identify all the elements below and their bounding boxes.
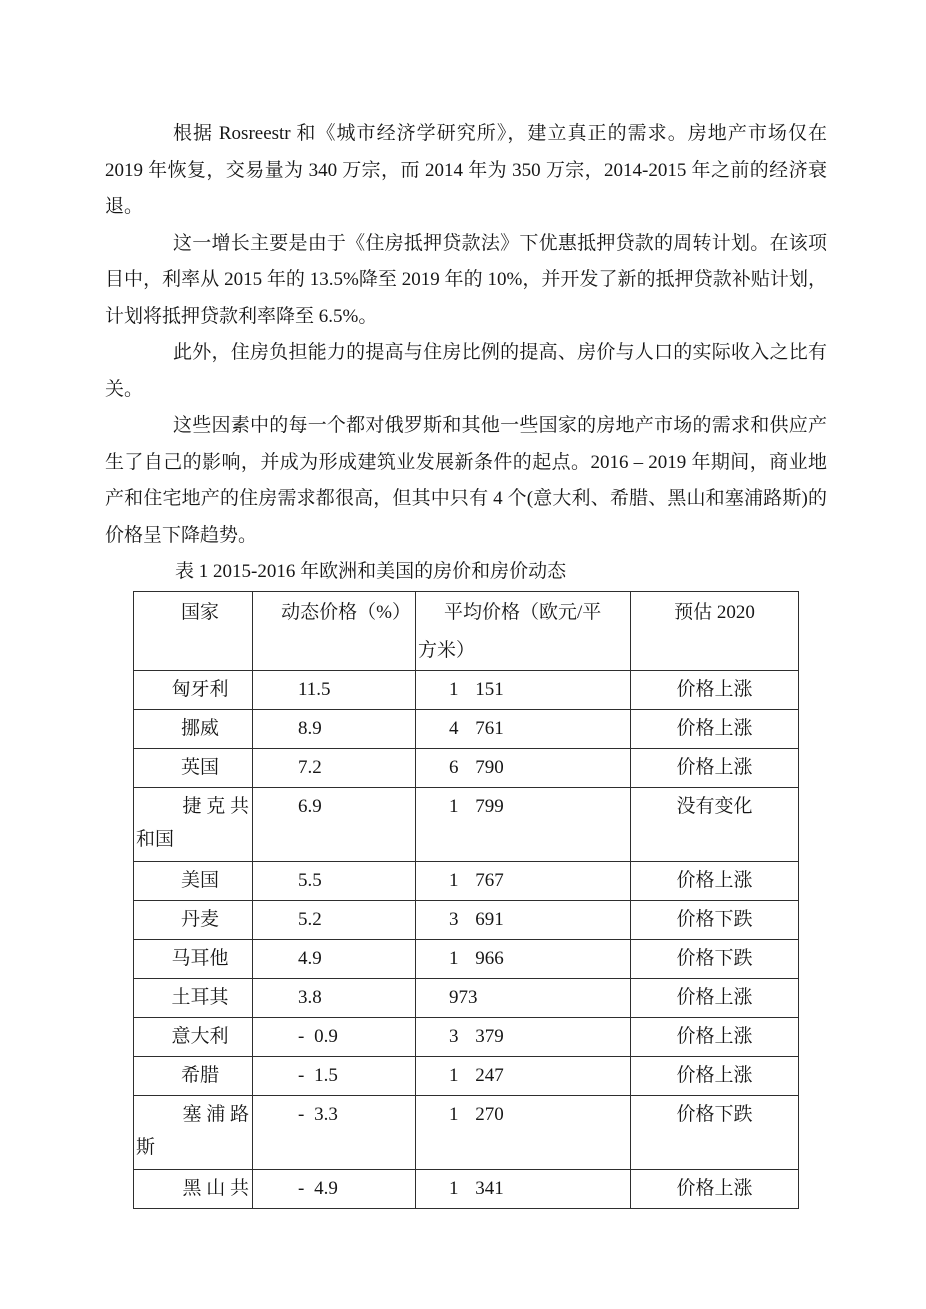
table-row xyxy=(134,1095,799,1169)
paragraph-2: 这一增长主要是由于《住房抵押贷款法》下优惠抵押贷款的周转计划。在该项目中，利率从 2015 年的 13.5%降至 2019 年的 10%，并开发了新的抵押贷款补贴计划，计划将抵押贷款利率降至 6.5%。 xyxy=(105,232,827,327)
paragraph-4: 这些因素中的每一个都对俄罗斯和其他一些国家的房地产市场的需求和供应产生了自己的影响，并成为形成建筑业发展新条件的起点。2016 – 2019 年期间，商业地产和住宅地产的住房需求都很高，但其中只有 4 个(意大利、希腊、黑山和塞浦路斯)的价格呈下降趋势。 xyxy=(105,415,827,546)
cell-dynamic-price: 7.2 xyxy=(253,748,416,787)
country-name: 马耳他 xyxy=(171,947,229,969)
table-row xyxy=(134,709,799,748)
cell-country xyxy=(134,709,253,748)
cell-average-price: 3 379 xyxy=(416,1017,631,1056)
cell-dynamic-price: 8.9 xyxy=(253,709,416,748)
cell-forecast-2020: 价格上涨 xyxy=(631,1017,799,1056)
cell-dynamic-price: 5.5 xyxy=(253,861,416,900)
country-name: 英国 xyxy=(180,756,219,778)
table-row xyxy=(134,939,799,978)
cell-average-price: 1 767 xyxy=(416,861,631,900)
country-name-wrapped: 斯 xyxy=(136,1136,156,1158)
table-row xyxy=(134,861,799,900)
cell-average-price: 1 270 xyxy=(416,1095,631,1169)
cell-dynamic-price: 4.9 xyxy=(253,939,416,978)
cell-average-price: 1 341 xyxy=(416,1169,631,1208)
cell-average-price: 3 691 xyxy=(416,900,631,939)
country-name: 丹麦 xyxy=(180,908,219,930)
country-name: 捷 克 共 xyxy=(182,795,249,817)
table-row xyxy=(134,670,799,709)
cell-forecast-2020: 价格上涨 xyxy=(631,1056,799,1095)
table-row xyxy=(134,1056,799,1095)
cell-forecast-2020: 价格上涨 xyxy=(631,1169,799,1208)
cell-average-price: 4 761 xyxy=(416,709,631,748)
cell-country xyxy=(134,900,253,939)
column-header-forecast-2020: 预估 2020 xyxy=(631,591,799,670)
cell-dynamic-price: - 4.9 xyxy=(253,1169,416,1208)
cell-country xyxy=(134,1056,253,1095)
cell-dynamic-price: - 1.5 xyxy=(253,1056,416,1095)
cell-country xyxy=(134,787,253,861)
cell-country xyxy=(134,1095,253,1169)
country-name: 美国 xyxy=(180,869,219,891)
table-row xyxy=(134,900,799,939)
table-row xyxy=(134,1169,799,1208)
cell-country xyxy=(134,978,253,1017)
cell-country xyxy=(134,748,253,787)
cell-forecast-2020: 价格上涨 xyxy=(631,709,799,748)
cell-average-price: 973 xyxy=(416,978,631,1017)
country-name: 希腊 xyxy=(180,1064,219,1086)
cell-average-price: 1 247 xyxy=(416,1056,631,1095)
table-row xyxy=(134,978,799,1017)
house-price-table xyxy=(133,591,799,1209)
cell-country xyxy=(134,1017,253,1056)
country-name: 土耳其 xyxy=(171,986,229,1008)
cell-forecast-2020: 价格上涨 xyxy=(631,978,799,1017)
cell-dynamic-price: 3.8 xyxy=(253,978,416,1017)
cell-average-price: 6 790 xyxy=(416,748,631,787)
country-name-wrapped: 和国 xyxy=(136,828,175,850)
cell-dynamic-price: - 3.3 xyxy=(253,1095,416,1169)
cell-forecast-2020: 价格下跌 xyxy=(631,900,799,939)
country-name: 匈牙利 xyxy=(171,678,229,700)
document-content xyxy=(105,116,827,1209)
cell-average-price: 1 151 xyxy=(416,670,631,709)
table-header-row xyxy=(134,591,799,670)
table-row xyxy=(134,1017,799,1056)
country-name: 意大利 xyxy=(171,1025,229,1047)
cell-forecast-2020: 价格上涨 xyxy=(631,861,799,900)
cell-country xyxy=(134,1169,253,1208)
cell-average-price: 1 966 xyxy=(416,939,631,978)
cell-dynamic-price: - 0.9 xyxy=(253,1017,416,1056)
cell-dynamic-price: 6.9 xyxy=(253,787,416,861)
cell-forecast-2020: 价格上涨 xyxy=(631,670,799,709)
country-name: 黑 山 共 xyxy=(182,1177,249,1199)
paragraph-1: 根据 Rosreestr 和《城市经济学研究所》，建立真正的需求。房地产市场仅在 2019 年恢复，交易量为 340 万宗，而 2014 年为 350 万宗，2014-2015 年之前的经济衰退。 xyxy=(105,123,827,217)
cell-forecast-2020: 价格上涨 xyxy=(631,748,799,787)
country-name: 挪威 xyxy=(180,717,219,739)
cell-dynamic-price: 11.5 xyxy=(253,670,416,709)
column-header-dynamic-price: 动态价格（%） xyxy=(253,591,416,670)
cell-dynamic-price: 5.2 xyxy=(253,900,416,939)
cell-country xyxy=(134,670,253,709)
cell-average-price: 1 799 xyxy=(416,787,631,861)
cell-forecast-2020: 没有变化 xyxy=(631,787,799,861)
table-caption: 表 1 2015-2016 年欧洲和美国的房价和房价动态 xyxy=(175,561,567,582)
cell-country xyxy=(134,939,253,978)
table-row xyxy=(134,787,799,861)
cell-forecast-2020: 价格下跌 xyxy=(631,939,799,978)
table-row xyxy=(134,748,799,787)
paragraph-3: 此外，住房负担能力的提高与住房比例的提高、房价与人口的实际收入之比有关。 xyxy=(105,342,827,400)
country-name: 塞 浦 路 xyxy=(182,1103,249,1125)
cell-forecast-2020: 价格下跌 xyxy=(631,1095,799,1169)
column-header-country: 国家 xyxy=(134,591,253,670)
column-header-average-price: 平均价格（欧元/平方米） xyxy=(416,591,631,670)
cell-country xyxy=(134,861,253,900)
